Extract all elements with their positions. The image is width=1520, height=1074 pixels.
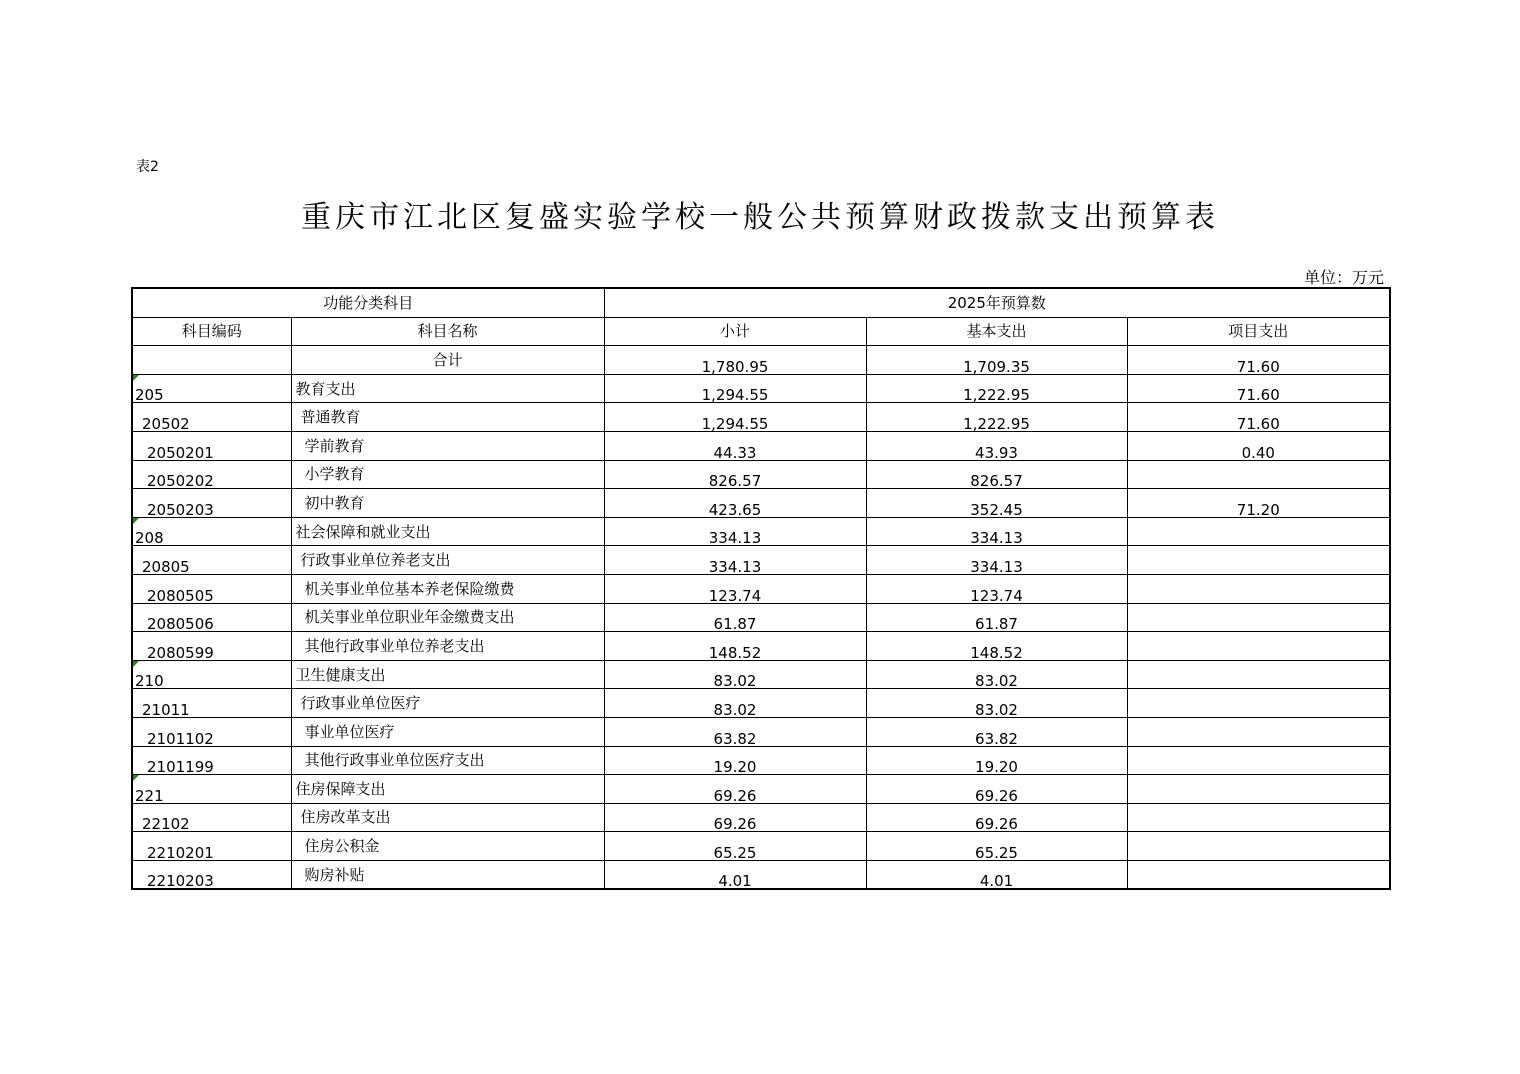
cell-subtotal: 69.26 <box>604 803 866 832</box>
cell-basic: 83.02 <box>866 660 1127 689</box>
cell-name: 事业单位医疗 <box>291 717 604 746</box>
cell-code: 20502 <box>132 403 291 432</box>
unit-label: 单位：万元 <box>1303 268 1384 287</box>
cell-name: 机关事业单位职业年金缴费支出 <box>291 603 604 632</box>
cell-code: 2050202 <box>132 460 291 489</box>
cell-project: 71.60 <box>1127 374 1390 403</box>
cell-name: 普通教育 <box>291 403 604 432</box>
cell-project <box>1127 803 1390 832</box>
cell-subtotal: 63.82 <box>604 717 866 746</box>
cell-code: 2101199 <box>132 746 291 775</box>
cell-code: 221 <box>132 775 291 804</box>
cell-project: 71.20 <box>1127 489 1390 518</box>
cell-project <box>1127 603 1390 632</box>
cell-code: 2080599 <box>132 632 291 661</box>
cell-subtotal: 1,294.55 <box>604 403 866 432</box>
table-row <box>132 689 1390 718</box>
cell-code: 205 <box>132 374 291 403</box>
cell-basic: 63.82 <box>866 717 1127 746</box>
cell-code: 2080505 <box>132 574 291 603</box>
cell-code: 208 <box>132 517 291 546</box>
cell-code <box>132 346 291 375</box>
header-group-function: 功能分类科目 <box>132 288 604 317</box>
cell-project <box>1127 632 1390 661</box>
cell-basic: 123.74 <box>866 574 1127 603</box>
cell-project <box>1127 775 1390 804</box>
table-row <box>132 775 1390 804</box>
header-group-budget-year: 2025年预算数 <box>604 288 1390 317</box>
cell-name: 其他行政事业单位医疗支出 <box>291 746 604 775</box>
cell-subtotal: 1,780.95 <box>604 346 866 375</box>
cell-project <box>1127 832 1390 861</box>
cell-project <box>1127 717 1390 746</box>
header-row-group <box>132 288 1390 317</box>
table-row <box>132 431 1390 460</box>
cell-subtotal: 123.74 <box>604 574 866 603</box>
header-code: 科目编码 <box>132 317 291 346</box>
cell-subtotal: 65.25 <box>604 832 866 861</box>
cell-project: 71.60 <box>1127 346 1390 375</box>
table-row <box>132 860 1390 889</box>
cell-project: 0.40 <box>1127 431 1390 460</box>
cell-basic: 1,222.95 <box>866 374 1127 403</box>
cell-basic: 148.52 <box>866 632 1127 661</box>
cell-code: 21011 <box>132 689 291 718</box>
cell-code: 2050201 <box>132 431 291 460</box>
budget-table <box>131 287 1391 890</box>
cell-subtotal: 61.87 <box>604 603 866 632</box>
cell-basic: 826.57 <box>866 460 1127 489</box>
table-row <box>132 374 1390 403</box>
cell-name: 行政事业单位医疗 <box>291 689 604 718</box>
cell-subtotal: 826.57 <box>604 460 866 489</box>
cell-project <box>1127 746 1390 775</box>
cell-project <box>1127 574 1390 603</box>
cell-name: 住房公积金 <box>291 832 604 861</box>
table-row <box>132 746 1390 775</box>
cell-code: 2101102 <box>132 717 291 746</box>
cell-subtotal: 44.33 <box>604 431 866 460</box>
header-project: 项目支出 <box>1127 317 1390 346</box>
table-row <box>132 403 1390 432</box>
page-title: 重庆市江北区复盛实验学校一般公共预算财政拨款支出预算表 <box>301 200 1219 235</box>
cell-code: 2210203 <box>132 860 291 889</box>
cell-basic: 61.87 <box>866 603 1127 632</box>
cell-name: 小学教育 <box>291 460 604 489</box>
cell-name: 合计 <box>291 346 604 375</box>
cell-basic: 83.02 <box>866 689 1127 718</box>
cell-code: 22102 <box>132 803 291 832</box>
cell-name: 教育支出 <box>291 374 604 403</box>
cell-project <box>1127 660 1390 689</box>
header-basic: 基本支出 <box>866 317 1127 346</box>
cell-subtotal: 83.02 <box>604 660 866 689</box>
cell-subtotal: 69.26 <box>604 775 866 804</box>
table-row <box>132 660 1390 689</box>
cell-basic: 334.13 <box>866 546 1127 575</box>
cell-project <box>1127 546 1390 575</box>
cell-name: 住房改革支出 <box>291 803 604 832</box>
cell-code: 2080506 <box>132 603 291 632</box>
cell-name: 行政事业单位养老支出 <box>291 546 604 575</box>
header-subtotal: 小计 <box>604 317 866 346</box>
cell-code: 2210201 <box>132 832 291 861</box>
table-row <box>132 717 1390 746</box>
cell-project <box>1127 517 1390 546</box>
header-row-columns <box>132 317 1390 346</box>
cell-subtotal: 83.02 <box>604 689 866 718</box>
table-row <box>132 546 1390 575</box>
table-row <box>132 574 1390 603</box>
cell-subtotal: 148.52 <box>604 632 866 661</box>
cell-name: 机关事业单位基本养老保险缴费 <box>291 574 604 603</box>
table-number: 表2 <box>136 159 159 175</box>
cell-basic: 334.13 <box>866 517 1127 546</box>
table-row <box>132 803 1390 832</box>
cell-basic: 352.45 <box>866 489 1127 518</box>
header-name: 科目名称 <box>291 317 604 346</box>
cell-code: 210 <box>132 660 291 689</box>
cell-code: 2050203 <box>132 489 291 518</box>
cell-basic: 43.93 <box>866 431 1127 460</box>
cell-name: 卫生健康支出 <box>291 660 604 689</box>
cell-name: 学前教育 <box>291 431 604 460</box>
cell-project <box>1127 860 1390 889</box>
cell-name: 住房保障支出 <box>291 775 604 804</box>
table-row <box>132 603 1390 632</box>
cell-project: 71.60 <box>1127 403 1390 432</box>
cell-name: 购房补贴 <box>291 860 604 889</box>
cell-subtotal: 19.20 <box>604 746 866 775</box>
cell-basic: 4.01 <box>866 860 1127 889</box>
cell-name: 其他行政事业单位养老支出 <box>291 632 604 661</box>
cell-name: 社会保障和就业支出 <box>291 517 604 546</box>
table-row <box>132 632 1390 661</box>
cell-basic: 69.26 <box>866 775 1127 804</box>
table-row <box>132 346 1390 375</box>
cell-subtotal: 4.01 <box>604 860 866 889</box>
table-row <box>132 489 1390 518</box>
table-row <box>132 832 1390 861</box>
cell-name: 初中教育 <box>291 489 604 518</box>
cell-subtotal: 423.65 <box>604 489 866 518</box>
cell-basic: 69.26 <box>866 803 1127 832</box>
cell-basic: 19.20 <box>866 746 1127 775</box>
cell-project <box>1127 460 1390 489</box>
cell-subtotal: 334.13 <box>604 517 866 546</box>
cell-subtotal: 334.13 <box>604 546 866 575</box>
table-row <box>132 517 1390 546</box>
cell-subtotal: 1,294.55 <box>604 374 866 403</box>
cell-code: 20805 <box>132 546 291 575</box>
cell-basic: 65.25 <box>866 832 1127 861</box>
table-row <box>132 460 1390 489</box>
cell-basic: 1,222.95 <box>866 403 1127 432</box>
cell-project <box>1127 689 1390 718</box>
cell-basic: 1,709.35 <box>866 346 1127 375</box>
